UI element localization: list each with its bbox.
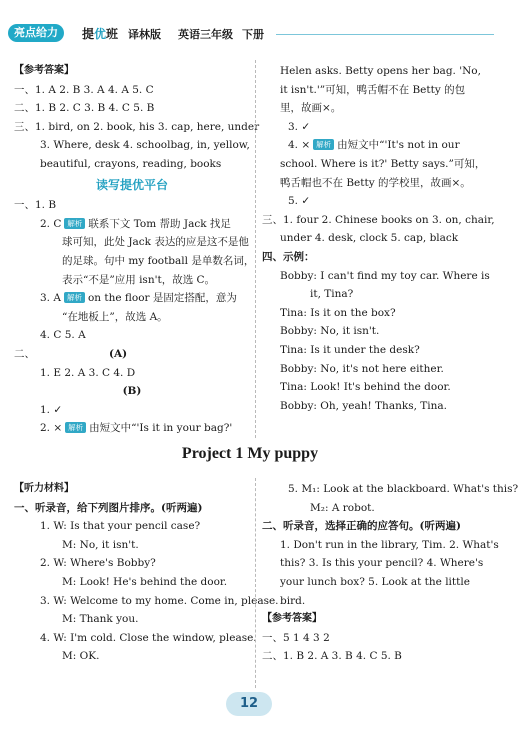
project-title: Project 1 My puppy [181, 445, 319, 462]
answer-column-right [262, 62, 494, 415]
text-line [262, 517, 494, 536]
line-text: school. Where is it?' Betty says.”可知， [280, 157, 486, 170]
text-line [14, 174, 250, 197]
text-line [262, 211, 494, 230]
series-part-a: 提 [82, 27, 95, 41]
text-line [14, 289, 250, 308]
series-part-b: 班 [106, 27, 119, 41]
line-text: 二、1. B 2. C 3. B 4. C 5. B [14, 102, 155, 115]
line-text: 4. W: I'm cold. Close the window, please. [40, 631, 257, 644]
line-text: 鸭舌帽也不在 Betty 的学校里，故画×。 [280, 176, 471, 189]
line-text: “在地板上”，故选 A。 [62, 310, 168, 323]
text-line [262, 304, 494, 323]
line-text: 1. ✓ [40, 403, 63, 416]
line-text: it, Tina? [310, 288, 354, 301]
column-divider-2 [255, 478, 256, 688]
line-text: Tina: Is it on the box? [280, 306, 396, 319]
line-text: 2. × [40, 422, 63, 435]
analysis-text: on the floor 是固定搭配，意为 [87, 292, 237, 305]
line-text: 一、1. B [14, 199, 57, 212]
line-text: 3. Where, desk 4. schoolbag, in, yellow, [40, 139, 250, 152]
line-text: under 4. desk, clock 5. cap, black [280, 232, 459, 245]
brand-badge: 亮点给力 [8, 24, 64, 42]
text-line [262, 62, 494, 81]
line-text: 【听力材料】 [14, 483, 74, 494]
line-text: 2. W: Where's Bobby? [40, 557, 156, 570]
text-line [262, 248, 494, 267]
analysis-text: 由短文中“'Is it in your bag?' [89, 422, 233, 435]
text-line [262, 322, 494, 341]
line-text: 读写提优平台 [95, 177, 168, 192]
line-text: 5. ✓ [288, 195, 311, 208]
text-line [262, 285, 494, 304]
line-text: 一、1. A 2. B 3. A 4. A 5. C [14, 83, 154, 96]
line-text: Bobby: I can't find my toy car. Where is [280, 269, 490, 282]
text-line [14, 573, 250, 592]
listening-column-right [262, 480, 518, 666]
line-text: bird. [280, 594, 306, 607]
text-line [14, 62, 250, 81]
line-text: this? 3. Is this your pencil? 4. Where's [280, 557, 484, 570]
text-line [14, 554, 250, 573]
page-header [0, 0, 500, 42]
text-line [14, 517, 250, 536]
text-line [14, 592, 279, 611]
line-text: 二、 [14, 347, 35, 360]
line-text: 二、听录音，选择正确的应答句。(听两遍) [262, 520, 461, 533]
text-line [14, 647, 250, 666]
line-text: 表示“不是”应用 isn't，故选 C。 [62, 273, 216, 286]
text-line [14, 419, 250, 438]
text-line [14, 610, 250, 629]
line-text: it isn't.'”可知，鸭舌帽不在 Betty 的包 [280, 83, 466, 96]
group-label: (A) [109, 347, 128, 360]
text-line [262, 267, 494, 286]
text-line [262, 99, 494, 118]
answer-column-left [14, 62, 260, 438]
line-text: 三、1. bird, on 2. book, his 3. cap, here, under [14, 120, 260, 133]
text-line [14, 233, 250, 252]
line-text: Helen asks. Betty opens her bag. 'No, [280, 65, 481, 77]
line-text: 3. ✓ [288, 120, 311, 133]
text-line [262, 573, 494, 592]
analysis-tag: 解析 [64, 292, 85, 303]
line-text: 球可知，此处 Jack 表达的应是这不是他 [62, 236, 249, 249]
line-text: 1. E 2. A 3. C 4. D [40, 366, 136, 379]
text-line [262, 536, 499, 555]
line-text: 2. C [40, 217, 62, 230]
text-line [14, 252, 255, 271]
line-text: 3. W: Welcome to my home. Come in, please. [40, 594, 279, 607]
line-text: Bobby: No, it isn't. [280, 325, 380, 338]
line-text: Tina: Is it under the desk? [280, 343, 420, 356]
edition-label: 译林版 [128, 28, 161, 41]
line-text: 三、1. four 2. Chinese books on 3. on, chair, [262, 213, 495, 226]
text-line [262, 499, 494, 518]
text-line [262, 378, 494, 397]
line-text: 1. Don't run in the library, Tim. 2. What's [280, 538, 499, 551]
line-text: M₂: A robot. [310, 501, 375, 514]
line-text: 4. × [288, 139, 311, 152]
text-line [14, 81, 250, 100]
text-line [262, 229, 494, 248]
text-line [262, 647, 494, 666]
line-text: 四、示例： [262, 250, 315, 263]
text-line [262, 118, 494, 137]
series-part-accent: 优 [94, 27, 107, 41]
line-text: (B) [122, 385, 142, 398]
line-text: 的足球。句中 my football 是单数名词， [62, 254, 255, 267]
line-text: 二、1. B 2. A 3. B 4. C 5. B [262, 650, 402, 663]
line-text: Tina: Look! It's behind the door. [280, 381, 451, 394]
grade-label: 英语三年级 [178, 28, 233, 41]
analysis-text: 由短文中“'It's not in our [337, 139, 460, 152]
analysis-tag: 解析 [313, 139, 334, 150]
text-line [262, 554, 494, 573]
text-line [14, 136, 250, 155]
text-line [14, 118, 260, 137]
text-line [14, 155, 250, 174]
line-text: beautiful, crayons, reading, books [40, 157, 222, 170]
text-line [14, 382, 250, 401]
column-divider [255, 60, 256, 438]
series-name [82, 25, 118, 42]
text-line [262, 136, 494, 155]
header-rule [276, 34, 494, 35]
text-line [262, 192, 494, 211]
text-line [262, 155, 494, 174]
text-line [14, 480, 250, 499]
text-line [262, 341, 494, 360]
text-line [14, 499, 250, 518]
line-text: 1. W: Is that your pencil case? [40, 520, 201, 533]
line-text: 【参考答案】 [262, 613, 322, 625]
text-line [14, 308, 250, 327]
text-line [14, 536, 250, 555]
line-text: 5. M₁: Look at the blackboard. What's this? [288, 483, 518, 495]
line-text: M: OK. [62, 650, 100, 663]
text-line [262, 360, 494, 379]
line-text: 【参考答案】 [14, 65, 74, 76]
analysis-tag: 解析 [65, 422, 86, 433]
line-text: your lunch box? 5. Look at the little [280, 575, 470, 588]
text-line [262, 397, 494, 416]
line-text: M: Look! He's behind the door. [62, 575, 228, 588]
line-text: 一、听录音，给下列图片排序。(听两遍) [14, 501, 203, 514]
line-text: Bobby: No, it's not here either. [280, 362, 444, 375]
line-text: 一、5 1 4 3 2 [262, 631, 330, 644]
text-line [14, 215, 250, 234]
text-line [262, 480, 518, 499]
volume-label: 下册 [242, 28, 264, 41]
text-line [14, 401, 250, 420]
text-line [262, 629, 494, 648]
line-text: 里，故画×。 [280, 102, 342, 115]
text-line [262, 174, 494, 193]
text-line [14, 196, 250, 215]
text-line [14, 326, 250, 345]
text-line [262, 81, 494, 100]
text-line [262, 610, 494, 629]
page-number: 12 [226, 692, 272, 716]
line-text: Bobby: Oh, yeah! Thanks, Tina. [280, 399, 447, 412]
line-text: 4. C 5. A [40, 329, 86, 342]
line-text: 3. A [40, 292, 61, 305]
line-text: M: No, it isn't. [62, 538, 139, 551]
text-line [262, 592, 494, 611]
listening-column-left [14, 480, 279, 666]
text-line [14, 99, 250, 118]
text-line [14, 345, 250, 364]
analysis-tag: 解析 [64, 218, 85, 229]
line-text: M: Thank you. [62, 613, 139, 626]
text-line [14, 629, 257, 648]
text-line [14, 271, 250, 290]
text-line [14, 364, 250, 383]
analysis-text: 联系下文 Tom 帮助 Jack 找足 [88, 217, 231, 230]
